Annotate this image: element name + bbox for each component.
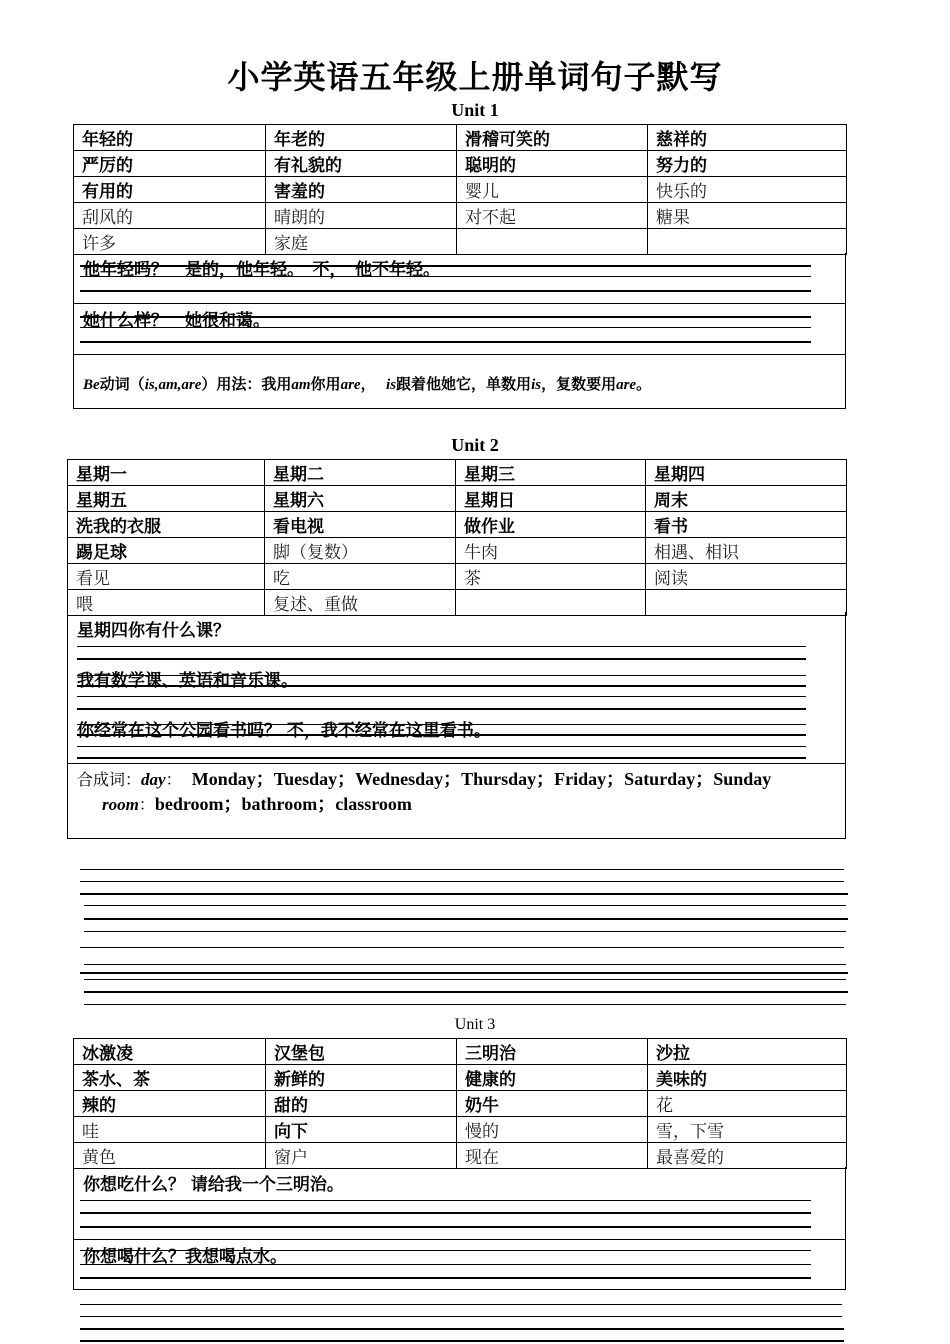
writing-line: [80, 1212, 811, 1214]
note-forms: is,am,are: [144, 377, 202, 393]
writing-line: [80, 1304, 842, 1305]
unit3-word-table: [73, 1038, 847, 1169]
word-cell: 吃: [265, 564, 456, 590]
word-cell: 相遇、相识: [646, 538, 847, 564]
word-cell: 三明治: [457, 1039, 648, 1065]
word-cell: 阅读: [646, 564, 847, 590]
word-cell: 做作业: [456, 512, 646, 538]
writing-line: [84, 991, 848, 993]
compound-room-words: bedroom；bathroom；classroom: [154, 794, 412, 814]
word-cell: 刮风的: [74, 203, 266, 229]
word-cell: 滑稽可笑的: [457, 125, 648, 151]
divider: [73, 303, 846, 304]
word-cell: 哇: [74, 1117, 266, 1143]
note-are: are: [340, 377, 361, 393]
unit2-sentence-2: 我有数学课、英语和音乐课。: [77, 671, 298, 691]
word-cell: 洗我的衣服: [68, 512, 265, 538]
writing-line: [80, 1264, 811, 1265]
writing-line: [77, 734, 806, 736]
unit1-label: Unit 1: [451, 100, 499, 120]
word-cell: 最喜爱的: [648, 1143, 847, 1169]
word-cell: 踢足球: [68, 538, 265, 564]
word-cell: 茶水、茶: [74, 1065, 266, 1091]
unit2-label: Unit 2: [451, 435, 499, 455]
note-text: ）用法：我用: [201, 375, 292, 393]
writing-line: [80, 265, 811, 267]
word-cell: 糖果: [648, 203, 847, 229]
word-cell: 看电视: [265, 512, 456, 538]
word-cell: 聪明的: [457, 151, 648, 177]
compound-intro: 合成词：: [77, 770, 142, 789]
word-cell: 现在: [457, 1143, 648, 1169]
writing-line: [80, 276, 811, 277]
word-cell: 美味的: [648, 1065, 847, 1091]
unit2-word-table: [67, 459, 847, 616]
compound-colon: ：: [165, 770, 182, 789]
divider: [67, 763, 846, 764]
unit1-word-table: [73, 124, 847, 255]
word-cell: 周末: [646, 486, 847, 512]
word-cell: 有用的: [74, 177, 266, 203]
writing-line: [84, 964, 846, 965]
writing-line: [84, 1004, 846, 1005]
writing-line: [80, 893, 848, 895]
unit2-sentence-1: 星期四你有什么课？: [77, 621, 230, 641]
writing-line: [77, 708, 806, 710]
word-cell: 甜的: [266, 1091, 457, 1117]
writing-line: [80, 327, 811, 328]
word-cell: 慈祥的: [648, 125, 847, 151]
compound-colon: ：: [138, 795, 155, 814]
writing-line: [80, 316, 811, 318]
writing-line: [77, 746, 806, 747]
word-cell: 复述、重做: [265, 590, 456, 616]
writing-line: [80, 1316, 842, 1317]
word-cell: 对不起: [457, 203, 648, 229]
compound-day-words: Monday；Tuesday；Wednesday；Thursday；Friday；Saturday；Sunday: [191, 769, 772, 789]
writing-line: [84, 979, 846, 980]
writing-line: [80, 290, 811, 292]
word-cell: 星期三: [456, 460, 646, 486]
word-cell: 星期六: [265, 486, 456, 512]
word-cell: 星期二: [265, 460, 456, 486]
note-am: am: [291, 377, 311, 393]
be-verb-note: [83, 373, 651, 394]
word-cell: 慢的: [457, 1117, 648, 1143]
writing-line: [80, 947, 844, 948]
unit1-sentence-2: 她什么样？ 她很和蔼。: [83, 311, 270, 331]
word-cell: 星期日: [456, 486, 646, 512]
unit3-sentence-2: 你想喝什么？我想喝点水。: [83, 1247, 287, 1267]
note-text: 。: [636, 375, 652, 393]
unit3-sentence-1: 你想吃什么？ 请给我一个三明治。: [83, 1175, 344, 1195]
word-cell: 冰激凌: [74, 1039, 266, 1065]
word-cell: 新鲜的: [266, 1065, 457, 1091]
writing-line: [77, 675, 806, 676]
divider: [73, 354, 846, 355]
word-cell: 汉堡包: [266, 1039, 457, 1065]
word-cell: 看见: [68, 564, 265, 590]
word-cell: 快乐的: [648, 177, 847, 203]
note-text: ，: [360, 375, 376, 393]
note-are: are: [616, 377, 637, 393]
note-text: 动词（: [99, 375, 145, 393]
word-cell: 健康的: [457, 1065, 648, 1091]
note-text: ，复数要用: [541, 375, 617, 393]
word-cell: [457, 229, 648, 255]
unit1-sentence-1: 他年轻吗？ 是的，他年轻。 不， 他不年轻。: [83, 260, 440, 280]
word-cell: 许多: [74, 229, 266, 255]
word-cell: 黄色: [74, 1143, 266, 1169]
compound-room-row: [102, 790, 412, 816]
word-cell: 婴儿: [457, 177, 648, 203]
note-be: Be: [83, 377, 100, 393]
word-cell: 沙拉: [648, 1039, 847, 1065]
note-text: 你用: [310, 375, 341, 393]
writing-line: [77, 696, 806, 697]
word-cell: 窗户: [266, 1143, 457, 1169]
word-cell: 严厉的: [74, 151, 266, 177]
word-cell: 牛肉: [456, 538, 646, 564]
note-is: is: [386, 377, 397, 393]
writing-line: [77, 724, 806, 725]
word-cell: 星期一: [68, 460, 265, 486]
writing-line: [77, 658, 806, 660]
writing-line: [80, 341, 811, 343]
word-cell: 年老的: [266, 125, 457, 151]
word-cell: 看书: [646, 512, 847, 538]
word-cell: 年轻的: [74, 125, 266, 151]
writing-line: [80, 881, 844, 882]
unit2-sentence-3: 你经常在这个公园看书吗？ 不，我不经常在这里看书。: [77, 721, 491, 741]
compound-key-day: day: [141, 770, 166, 789]
note-text: 跟着他她它，单数用: [396, 375, 532, 393]
word-cell: 星期四: [646, 460, 847, 486]
writing-line: [80, 1226, 811, 1228]
word-cell: 脚（复数）: [265, 538, 456, 564]
writing-line: [84, 918, 848, 920]
writing-line: [80, 1200, 811, 1201]
word-cell: 喂: [68, 590, 265, 616]
word-cell: 茶: [456, 564, 646, 590]
word-cell: [648, 229, 847, 255]
word-cell: 害羞的: [266, 177, 457, 203]
word-cell: 辣的: [74, 1091, 266, 1117]
unit3-label: Unit 3: [454, 1016, 496, 1033]
divider: [73, 1239, 846, 1240]
word-cell: 奶牛: [457, 1091, 648, 1117]
word-cell: 花: [648, 1091, 847, 1117]
word-cell: 晴朗的: [266, 203, 457, 229]
writing-line: [77, 757, 806, 759]
word-cell: 星期五: [68, 486, 265, 512]
compound-day-row: [77, 765, 771, 791]
writing-line: [80, 1277, 811, 1279]
word-cell: 雪，下雪: [648, 1117, 847, 1143]
page-title: 小学英语五年级上册单词句子默写: [227, 58, 723, 96]
writing-line: [80, 1250, 811, 1251]
word-cell: 家庭: [266, 229, 457, 255]
compound-key-room: room: [102, 795, 139, 814]
writing-line: [80, 1328, 844, 1330]
writing-line: [80, 972, 848, 974]
writing-line: [77, 685, 806, 687]
word-cell: 有礼貌的: [266, 151, 457, 177]
writing-line: [80, 869, 844, 870]
writing-line: [84, 931, 846, 932]
writing-line: [77, 646, 806, 647]
word-cell: 努力的: [648, 151, 847, 177]
writing-line: [80, 1340, 844, 1342]
word-cell: 向下: [266, 1117, 457, 1143]
writing-line: [84, 905, 846, 906]
note-is: is: [531, 377, 542, 393]
